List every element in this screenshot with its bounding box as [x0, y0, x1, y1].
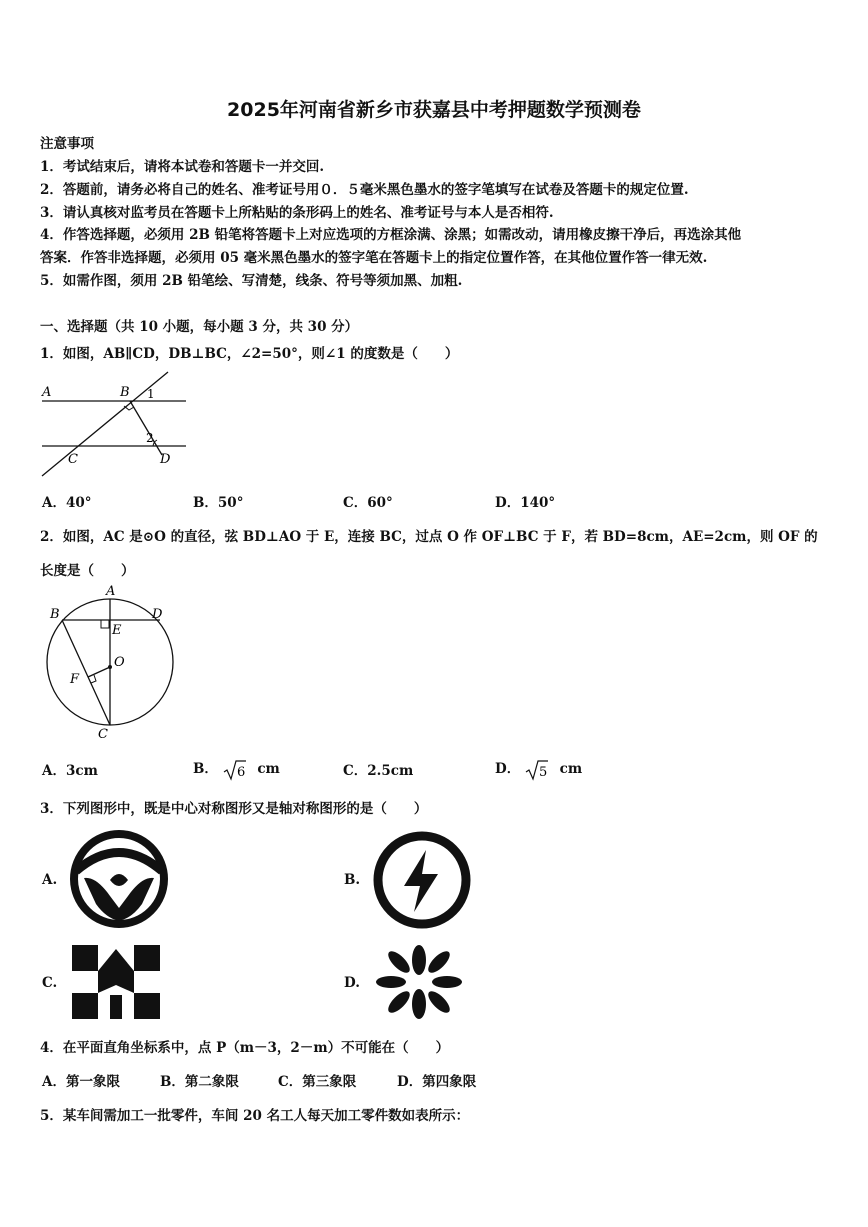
- label-a: A: [106, 584, 116, 599]
- notice-item-4: 4．作答选择题，必须用 2B 铅笔将答题卡上对应选项的方框涂满、涂黑；如需改动，请用橡皮擦干净后，再选涂其他: [40, 227, 742, 243]
- section-heading: 一、选择题（共 10 小题，每小题 3 分，共 30 分）: [40, 319, 359, 335]
- q3-figure-a-logo: [66, 826, 172, 932]
- q3-figure-b-lightning: [370, 828, 474, 932]
- notice-item-2: 2．答题前，请务必将自己的姓名、准考证号用０．５毫米黑色墨水的签字笔填写在试卷及答题卡的规定位置.: [40, 182, 689, 198]
- q1-option-b: B．50°: [193, 495, 244, 511]
- q2-option-a: A．3cm: [42, 763, 98, 779]
- q3-option-c-label: C.: [42, 975, 58, 991]
- q1-option-c: C．60°: [343, 495, 393, 511]
- sqrt-radicand: 5: [538, 764, 548, 780]
- center-dot: [108, 665, 112, 669]
- label-o: O: [114, 655, 125, 670]
- label-e: E: [112, 623, 122, 638]
- right-angle-e: [101, 620, 109, 628]
- q1-option-a: A．40°: [42, 495, 92, 511]
- label-c: C: [68, 452, 78, 467]
- q5-stem: 5．某车间需加工一批零件，车间 20 名工人每天加工零件数如表所示：: [40, 1108, 470, 1124]
- q3-figure-c-blocks: [70, 943, 162, 1021]
- q2-stem-line2: 长度是（ ）: [40, 563, 135, 579]
- q2-stem-line1: 2．如图，AC 是⊙O 的直径，弦 BD⊥AO 于 E，连接 BC，过点 O 作 OF⊥BC 于 F，若 BD=8cm，AE=2cm，则 OF 的: [40, 529, 818, 545]
- q4-option-a: A．第一象限: [42, 1074, 120, 1090]
- q1-stem: 1．如图，AB∥CD，DB⊥BC，∠2=50°，则∠1 的度数是（ ）: [40, 346, 459, 362]
- segment-bd: [130, 401, 162, 455]
- label-d: D: [152, 607, 163, 622]
- q1-option-d: D．140°: [495, 495, 556, 511]
- q2-figure: [40, 582, 180, 742]
- right-angle-f: [91, 675, 96, 683]
- label-a: A: [42, 385, 52, 400]
- q3-stem: 3．下列图形中，既是中心对称图形又是轴对称图形的是（ ）: [40, 801, 428, 817]
- label-angle-2: 2: [146, 431, 154, 445]
- q2-option-b-letter: B．: [193, 761, 218, 777]
- q3-figure-d-petals: [374, 944, 464, 1020]
- q4-option-c: C．第三象限: [278, 1074, 357, 1090]
- q4-option-b: B．第二象限: [160, 1074, 239, 1090]
- notice-item-3: 3．请认真核对监考员在答题卡上所粘贴的条形码上的姓名、准考证号与本人是否相符.: [40, 205, 554, 221]
- q2-option-b-unit: cm: [257, 761, 280, 777]
- sqrt-symbol: [223, 759, 247, 781]
- page-title: 2025年河南省新乡市获嘉县中考押题数学预测卷: [227, 99, 641, 121]
- q2-option-d: [495, 757, 582, 781]
- notice-item-4-cont: 答案．作答非选择题，必须用 05 毫米黑色墨水的签字笔在答题卡上的指定位置作答，在其他位置作答一律无效.: [40, 250, 708, 266]
- q2-option-b: [193, 757, 280, 781]
- q3-option-d-label: D.: [344, 975, 360, 991]
- sqrt-radicand: 6: [236, 764, 245, 780]
- label-angle-1: 1: [147, 387, 155, 401]
- label-b: B: [50, 607, 60, 622]
- label-d: D: [160, 452, 171, 467]
- label-f: F: [70, 672, 80, 687]
- right-angle-mark: [124, 406, 134, 410]
- q3-option-b-label: B.: [344, 872, 361, 888]
- q3-option-a-label: A.: [42, 872, 58, 888]
- segment-of: [88, 667, 110, 677]
- notice-item-5: 5．如需作图，须用 2B 铅笔绘、写清楚，线条、符号等须加黑、加粗.: [40, 273, 463, 289]
- label-b: B: [120, 385, 130, 400]
- q1-figure: [40, 370, 190, 480]
- q2-option-c: C．2.5cm: [343, 763, 414, 779]
- label-c: C: [98, 727, 108, 742]
- notice-item-1: 1．考试结束后，请将本试卷和答题卡一并交回.: [40, 159, 325, 175]
- q2-option-d-unit: cm: [559, 761, 583, 777]
- sqrt-symbol: [525, 759, 549, 781]
- q4-stem: 4．在平面直角坐标系中，点 P（m－3，2－m）不可能在（ ）: [40, 1040, 450, 1056]
- q4-option-d: D．第四象限: [397, 1074, 477, 1090]
- q2-option-d-letter: D．: [495, 761, 521, 777]
- notice-heading: 注意事项: [40, 136, 94, 152]
